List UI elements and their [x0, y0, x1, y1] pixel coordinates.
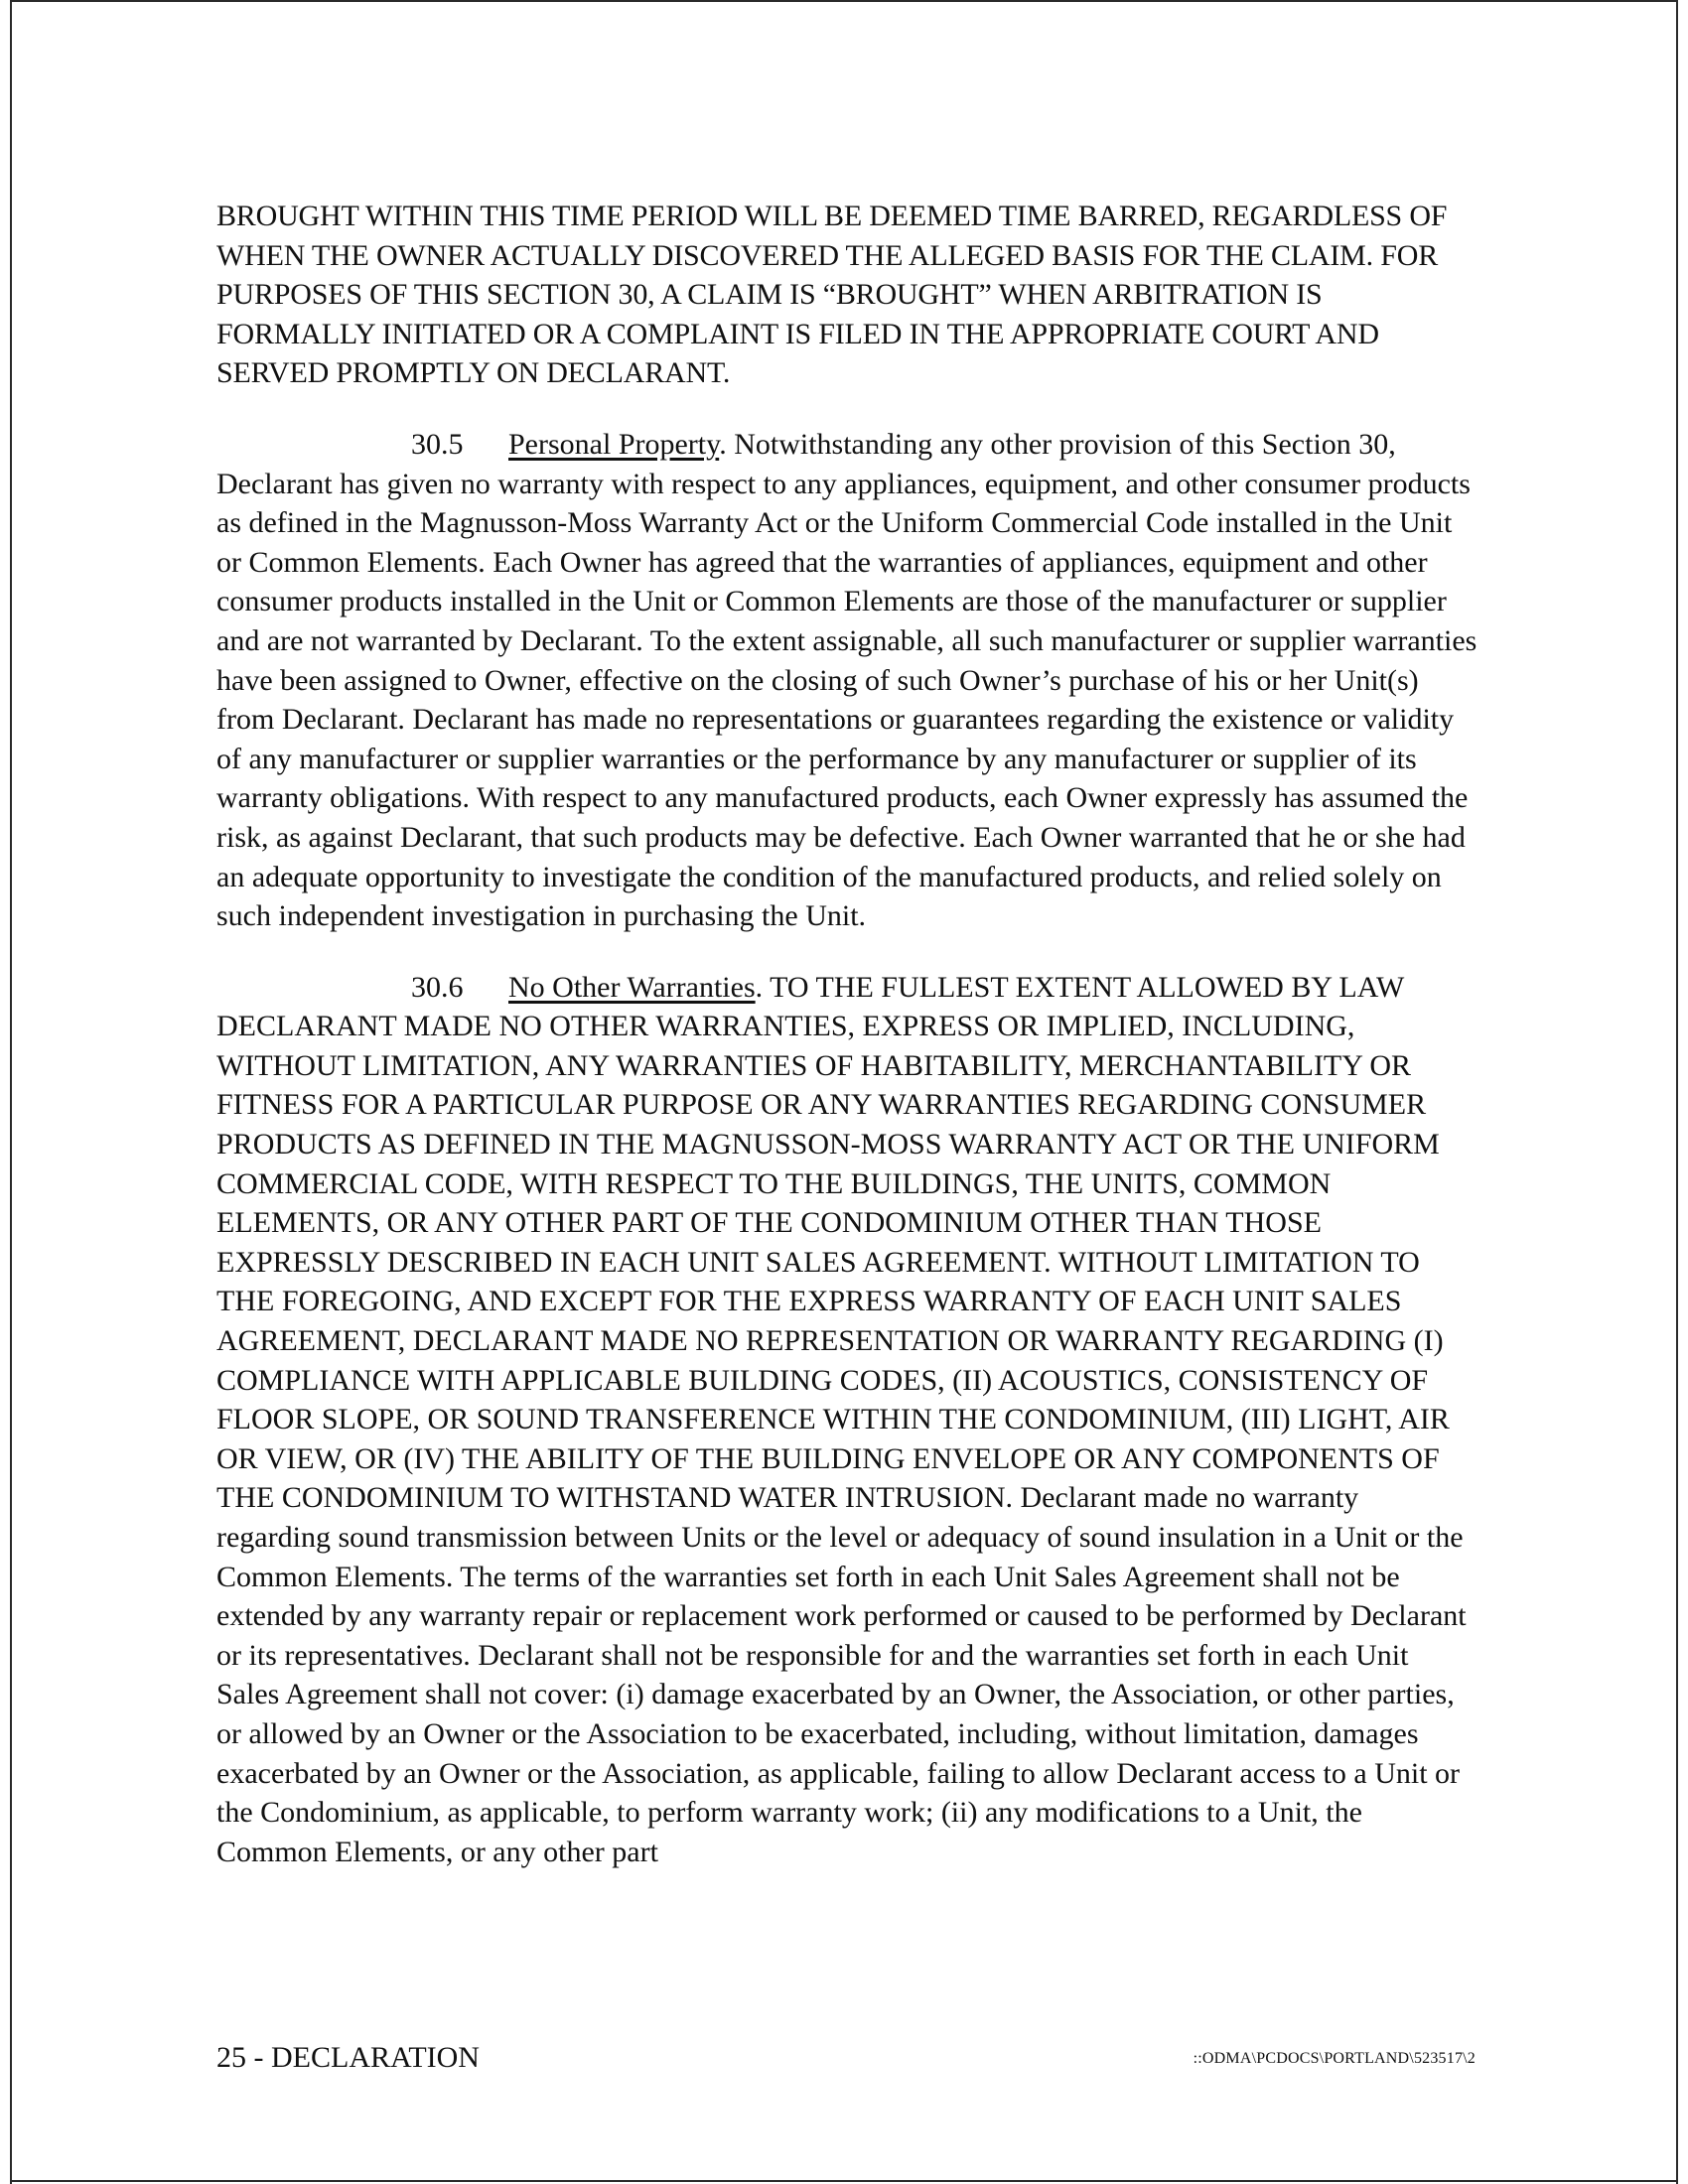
- page-border-right: [1676, 0, 1678, 2184]
- footer-page-label: 25 - DECLARATION: [216, 2041, 480, 2074]
- section-heading: No Other Warranties: [508, 970, 756, 1004]
- continued-paragraph: BROUGHT WITHIN THIS TIME PERIOD WILL BE DEEMED TIME BARRED, REGARDLESS OF WHEN THE OWNER ACTUALLY DISCOVERED THE ALLEGED BASIS FOR THE CLAIM. FOR PURPOSES OF THIS SECTION 30, A CLAIM IS “BROUGHT” WHEN ARBITRATION IS FORMALLY INITIATED OR A COMPLAINT IS FILED IN THE APPROPRIATE COURT AND SERVED PROMPTLY ON DECLARANT.: [216, 200, 1448, 390]
- footer-document-id: ::ODMA\PCDOCS\PORTLAND\523517\2: [1193, 2050, 1476, 2067]
- page-border-top: [10, 0, 1678, 2]
- section-30-5-paragraph: [216, 425, 1477, 936]
- section-body: . TO THE FULLEST EXTENT ALLOWED BY LAW DECLARANT MADE NO OTHER WARRANTIES, EXPRESS OR IMPLIED, INCLUDING, WITHOUT LIMITATION, ANY WARRANTIES OF HABITABILITY, MERCHANTABILITY OR FITNESS FOR A PARTICULAR PURPOSE OR ANY WARRANTIES REGARDING CONSUMER PRODUCTS AS DEFINED IN THE MAGNUSSON-MOSS WARRANTY ACT OR THE UNIFORM COMMERCIAL CODE, WITH RESPECT TO THE BUILDINGS, THE UNITS, COMMON ELEMENTS, OR ANY OTHER PART OF THE CONDOMINIUM OTHER THAN THOSE EXPRESSLY DESCRIBED IN EACH UNIT SALES AGREEMENT. WITHOUT LIMITATION TO THE FOREGOING, AND EXCEPT FOR THE EXPRESS WARRANTY OF EACH UNIT SALES AGREEMENT, DECLARANT MADE NO REPRESENTATION OR WARRANTY REGARDING (I) COMPLIANCE WITH APPLICABLE BUILDING CODES, (II) ACOUSTICS, CONSISTENCY OF FLOOR SLOPE, OR SOUND TRANSFERENCE WITHIN THE CONDOMINIUM, (III) LIGHT, AIR OR VIEW, OR (IV) THE ABILITY OF THE BUILDING ENVELOPE OR ANY COMPONENTS OF THE CONDOMINIUM TO WITHSTAND WATER INTRUSION. Declarant made no warranty regarding sound transmission between Units or the level or adequacy of sound insulation in a Unit or the Common Elements. The terms of the warranties set forth in each Unit Sales Agreement shall not be extended by any warranty repair or replacement work performed or caused to be performed by Declarant or its representatives. Declarant shall not be responsible for and the warranties set forth in each Unit Sales Agreement shall not cover: (i) damage exacerbated by an Owner, the Association, or other parties, or allowed by an Owner or the Association to be exacerbated, including, without limitation, damages exacerbated by an Owner or the Association, as applicable, failing to allow Declarant access to a Unit or the Condominium, as applicable, to perform warranty work; (ii) any modifications to a Unit, the Common Elements, or any other part: [216, 970, 1467, 1868]
- page-border-left: [10, 0, 12, 2184]
- document-body: [216, 197, 1477, 1871]
- section-30-6-paragraph: [216, 968, 1477, 1872]
- page-border-bottom: [10, 2180, 1678, 2182]
- section-heading: Personal Property: [508, 427, 720, 461]
- section-body: . Notwithstanding any other provision of this Section 30, Declarant has given no warranty with respect to any appliances, equipment, and other consumer products as defined in the Magnusson-Moss Warranty Act or the Uniform Commercial Code installed in the Unit or Common Elements. Each Owner has agreed that the warranties of appliances, equipment and other consumer products installed in the Unit or Common Elements are those of the manufacturer or supplier and are not warranted by Declarant. To the extent assignable, all such manufacturer or supplier warranties have been assigned to Owner, effective on the closing of such Owner’s purchase of his or her Unit(s) from Declarant. Declarant has made no representations or guarantees regarding the existence or validity of any manufacturer or supplier warranties or the performance by any manufacturer or supplier of its warranty obligations. With respect to any manufactured products, each Owner expressly has assumed the risk, as against Declarant, that such products may be defective. Each Owner warranted that he or she had an adequate opportunity to investigate the condition of the manufactured products, and relied solely on such independent investigation in purchasing the Unit.: [216, 427, 1477, 933]
- section-number: 30.6: [411, 970, 464, 1004]
- section-number: 30.5: [411, 427, 464, 461]
